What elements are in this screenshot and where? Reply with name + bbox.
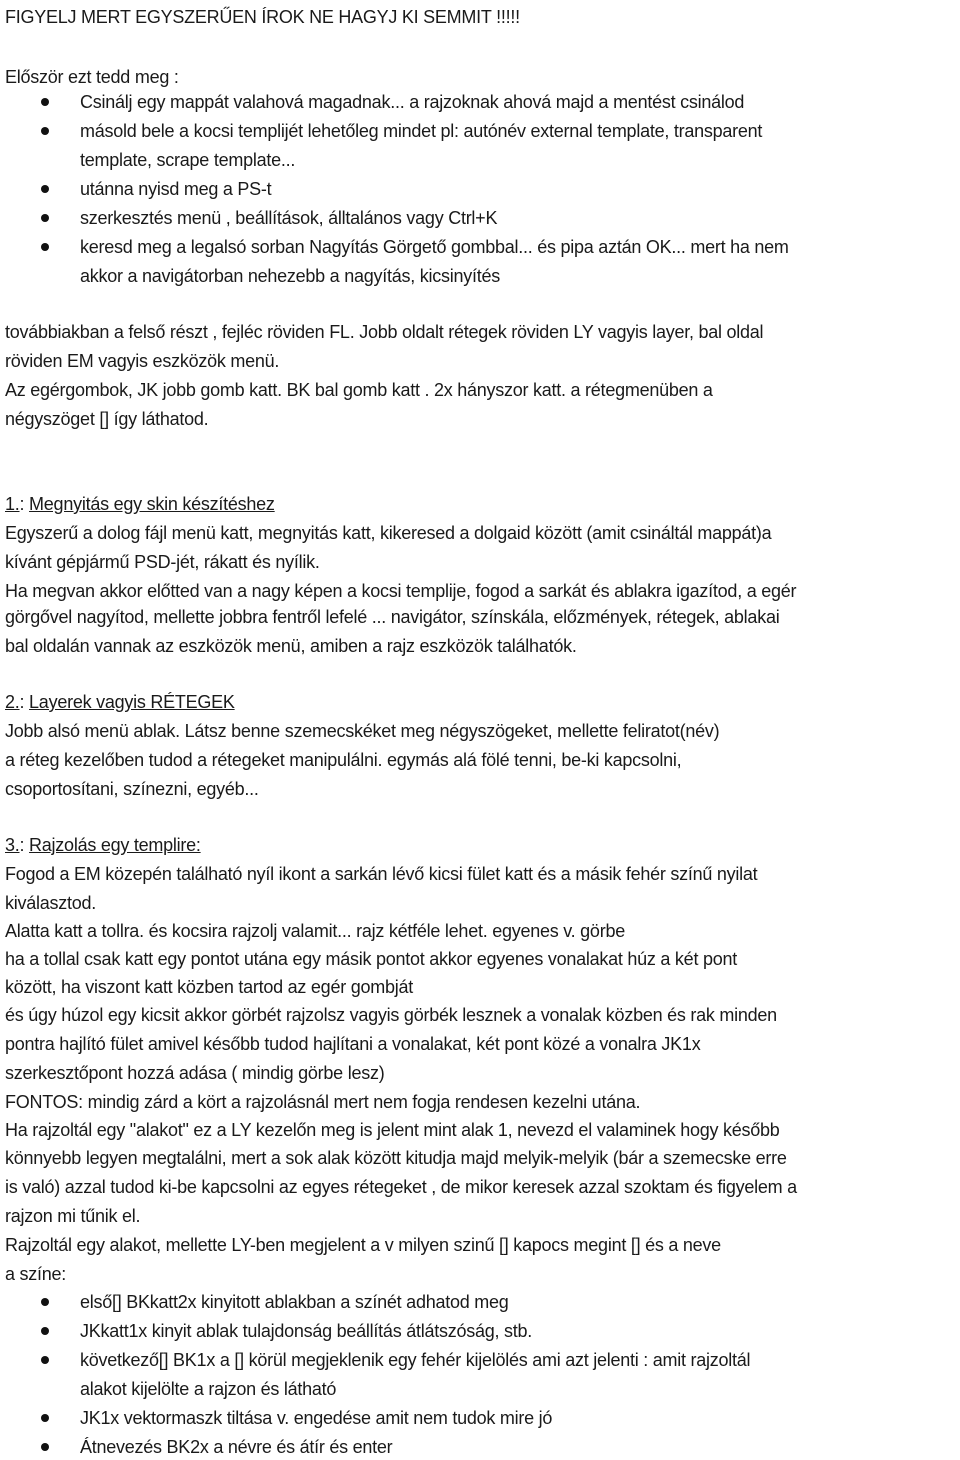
section-number: 1. bbox=[5, 494, 20, 514]
paragraph-line: bal oldalán vannak az eszközök menü, amiben a rajz eszközök találhatók. bbox=[5, 636, 577, 656]
paragraph-line: is való) azzal tudod ki-be kapcsolni az egyes rétegeket , de mikor keresek azzal szoktam és figyelem a bbox=[5, 1177, 797, 1197]
paragraph-line: négyszöget [] így láthatod. bbox=[5, 409, 209, 429]
paragraph-line: ha a tollal csak katt egy pontot utána egy másik pontot akkor egyenes vonalakat húz a két pont bbox=[5, 949, 737, 969]
list-item: JK1x vektormaszk tiltása v. engedése amit nem tudok mire jó bbox=[80, 1408, 553, 1428]
list-item: Átnevezés BK2x a névre és átír és enter bbox=[80, 1437, 393, 1457]
paragraph-line: Alatta katt a tollra. és kocsira rajzolj valamit... rajz kétféle lehet. egyenes v. görbe bbox=[5, 921, 625, 941]
paragraph-line: a színe: bbox=[5, 1264, 67, 1284]
paragraph-line: rajzon mi tűnik el. bbox=[5, 1206, 141, 1226]
list-item: első[] BKkatt2x kinyitott ablakban a színét adhatod meg bbox=[80, 1292, 509, 1312]
paragraph-line: és úgy húzol egy kicsit akkor görbét rajzolsz vagyis görbék lesznek a vonalak közben és rak minden bbox=[5, 1005, 777, 1025]
list-item-continuation: template, scrape template... bbox=[80, 150, 296, 170]
paragraph-line: görgővel nagyítod, mellette jobbra fentről lefelé ... navigátor, színskála, előzmények, rétegek, ablakai bbox=[5, 607, 780, 627]
bullet-icon bbox=[41, 185, 49, 193]
section-number: 3. bbox=[5, 835, 20, 855]
list-item: utánna nyisd meg a PS-t bbox=[80, 179, 272, 199]
bullet-icon bbox=[41, 214, 49, 222]
list-item-continuation: alakot kijelölte a rajzon és látható bbox=[80, 1379, 337, 1399]
section-title: Rajzolás egy templire: bbox=[29, 835, 201, 855]
section-colon: : bbox=[19, 835, 25, 855]
paragraph-line: pontra hajlító fület amivel később tudod hajlítani a vonalakat, két pont közé a vonalra JK1x bbox=[5, 1034, 701, 1054]
section-colon: : bbox=[19, 494, 25, 514]
section-number: 2. bbox=[5, 692, 20, 712]
paragraph-line: Az egérgombok, JK jobb gomb katt. BK bal gomb katt . 2x hányszor katt. a rétegmenüben a bbox=[5, 380, 713, 400]
paragraph-line: könnyebb legyen megtalálni, mert a sok alak között kitudja majd melyik-melyik (bár a szemecske erre bbox=[5, 1148, 787, 1168]
bullet-icon bbox=[41, 1298, 49, 1306]
section-title: Layerek vagyis RÉTEGEK bbox=[29, 692, 235, 712]
paragraph-line: Fogod a EM közepén található nyíl ikont a sarkán lévő kicsi fület katt és a másik fehér színű nyilat bbox=[5, 864, 758, 884]
list-item: keresd meg a legalsó sorban Nagyítás Görgető gombbal... és pipa aztán OK... mert ha nem bbox=[80, 237, 789, 257]
paragraph-line: szerkesztőpont hozzá adása ( mindig görbe lesz) bbox=[5, 1063, 385, 1083]
paragraph-line: továbbiakban a felső részt , fejléc röviden FL. Jobb oldalt rétegek röviden LY vagyis layer, bal oldal bbox=[5, 322, 764, 342]
bullet-icon bbox=[41, 1414, 49, 1422]
section-title: Megnyitás egy skin készítéshez bbox=[29, 494, 275, 514]
paragraph-line: csoportosítani, színezni, egyéb... bbox=[5, 779, 259, 799]
list-item: szerkesztés menü , beállítások, álltalános vagy Ctrl+K bbox=[80, 208, 498, 228]
paragraph-line: a réteg kezelőben tudod a rétegeket manipulálni. egymás alá fölé tenni, be-ki kapcsolni, bbox=[5, 750, 682, 770]
section-2-heading bbox=[5, 691, 235, 713]
paragraph-line: Jobb alsó menü ablak. Látsz benne szemecskéket meg négyszögeket, mellette feliratot(név) bbox=[5, 721, 720, 741]
list-item: másold bele a kocsi templijét lehetőleg mindet pl: autónév external template, transparent bbox=[80, 121, 763, 141]
bullet-icon bbox=[41, 1356, 49, 1364]
paragraph-line: kívánt gépjármű PSD-jét, rákatt és nyílik. bbox=[5, 552, 320, 572]
paragraph-line: Rajzoltál egy alakot, mellette LY-ben megjelent a v milyen szinű [] kapocs megint [] és a neve bbox=[5, 1235, 721, 1255]
paragraph-line: Ha rajzoltál egy "alakot" ez a LY kezelőn meg is jelent mint alak 1, nevezd el valaminek hogy később bbox=[5, 1120, 780, 1140]
list-item: JKkatt1x kinyit ablak tulajdonság beállítás átlátszóság, stb. bbox=[80, 1321, 533, 1341]
section-3-heading bbox=[5, 834, 201, 856]
paragraph-line: kiválasztod. bbox=[5, 893, 97, 913]
list-item: következő[] BK1x a [] körül megjeklenik egy fehér kijelölés ami azt jelenti : amit rajzoltál bbox=[80, 1350, 751, 1370]
section-colon: : bbox=[19, 692, 25, 712]
bullet-icon bbox=[41, 98, 49, 106]
list-item: Csinálj egy mappát valahová magadnak... a rajzoknak ahová majd a mentést csinálod bbox=[80, 92, 745, 112]
page-title: FIGYELJ MERT EGYSZERŰEN ÍROK NE HAGYJ KI SEMMIT !!!!! bbox=[5, 7, 520, 27]
bullet-icon bbox=[41, 127, 49, 135]
bullet-icon bbox=[41, 243, 49, 251]
paragraph-line: röviden EM vagyis eszközök menü. bbox=[5, 351, 280, 371]
bullet-icon bbox=[41, 1443, 49, 1451]
paragraph-line: között, ha viszont katt közben tartod az egér gombját bbox=[5, 977, 413, 997]
paragraph-line: Egyszerű a dolog fájl menü katt, megnyitás katt, kikeresed a dolgaid között (amit csináltál mappát)a bbox=[5, 523, 772, 543]
intro-heading: Először ezt tedd meg : bbox=[5, 67, 179, 87]
list-item-continuation: akkor a navigátorban nehezebb a nagyítás, kicsinyítés bbox=[80, 266, 501, 286]
paragraph-line: FONTOS: mindig zárd a kört a rajzolásnál mert nem fogja rendesen kezelni utána. bbox=[5, 1092, 641, 1112]
bullet-icon bbox=[41, 1327, 49, 1335]
paragraph-line: Ha megvan akkor előtted van a nagy képen a kocsi templije, fogod a sarkát és ablakra igazítod, a egér bbox=[5, 581, 797, 601]
section-1-heading bbox=[5, 493, 275, 515]
